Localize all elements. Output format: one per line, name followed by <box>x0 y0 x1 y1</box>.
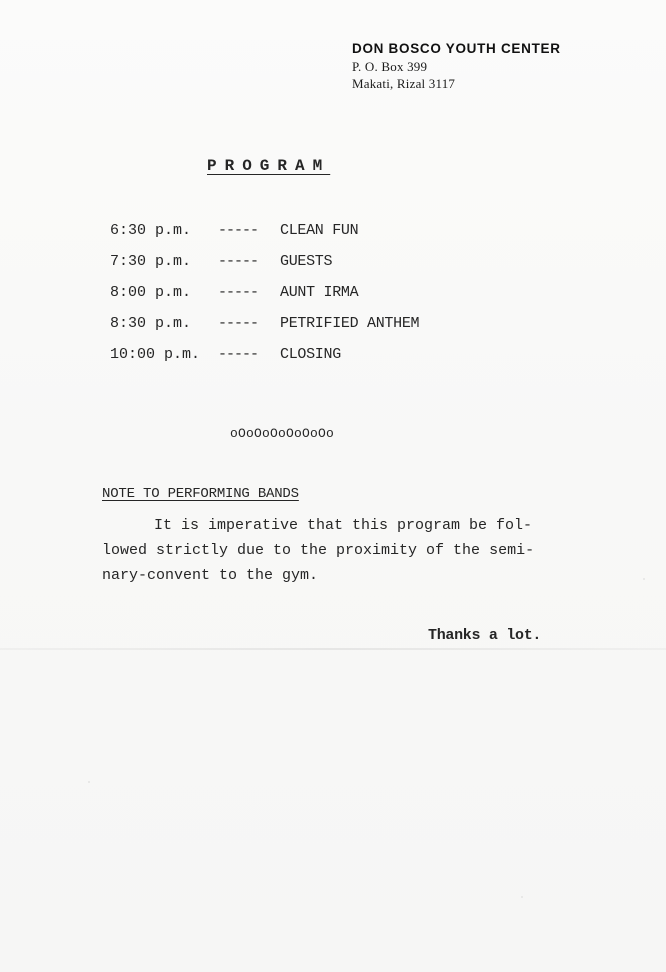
note-line: nary-convent to the gym. <box>102 567 319 584</box>
program-schedule <box>110 221 530 376</box>
schedule-separator: ----- <box>218 222 259 239</box>
schedule-separator: ----- <box>218 346 259 363</box>
schedule-time: 8:00 p.m. <box>110 284 192 301</box>
decorative-divider: oOoOoOoOoOoOo <box>230 426 335 441</box>
schedule-row <box>110 314 530 345</box>
city-address: Makati, Rizal 3117 <box>352 76 456 91</box>
schedule-act: PETRIFIED ANTHEM <box>280 315 420 332</box>
closing-text: Thanks a lot. <box>428 627 542 644</box>
schedule-time: 7:30 p.m. <box>110 253 192 270</box>
schedule-act: GUESTS <box>280 253 333 270</box>
note-line: It is imperative that this program be fol- <box>154 517 533 534</box>
schedule-row <box>110 221 530 252</box>
po-box: P. O. Box 399 <box>352 59 428 74</box>
schedule-time: 6:30 p.m. <box>110 222 192 239</box>
schedule-act: CLEAN FUN <box>280 222 359 239</box>
note-heading: NOTE TO PERFORMING BANDS <box>102 486 299 502</box>
schedule-row <box>110 283 530 314</box>
schedule-separator: ----- <box>218 253 259 270</box>
paper-speck <box>521 896 523 898</box>
paper-speck <box>643 578 645 580</box>
note-line: lowed strictly due to the proximity of the semi- <box>102 542 535 559</box>
schedule-act: CLOSING <box>280 346 341 363</box>
schedule-time: 8:30 p.m. <box>110 315 192 332</box>
schedule-separator: ----- <box>218 315 259 332</box>
schedule-separator: ----- <box>218 284 259 301</box>
schedule-row <box>110 345 530 376</box>
paper-fold-line <box>0 648 666 650</box>
note-body <box>102 513 612 588</box>
letterhead <box>352 40 652 92</box>
paper-speck <box>88 781 90 783</box>
schedule-time: 10:00 p.m. <box>110 346 201 363</box>
program-title: PROGRAM <box>207 157 331 175</box>
schedule-row <box>110 252 530 283</box>
organization-name: DON BOSCO YOUTH CENTER <box>352 41 561 56</box>
schedule-act: AUNT IRMA <box>280 284 359 301</box>
